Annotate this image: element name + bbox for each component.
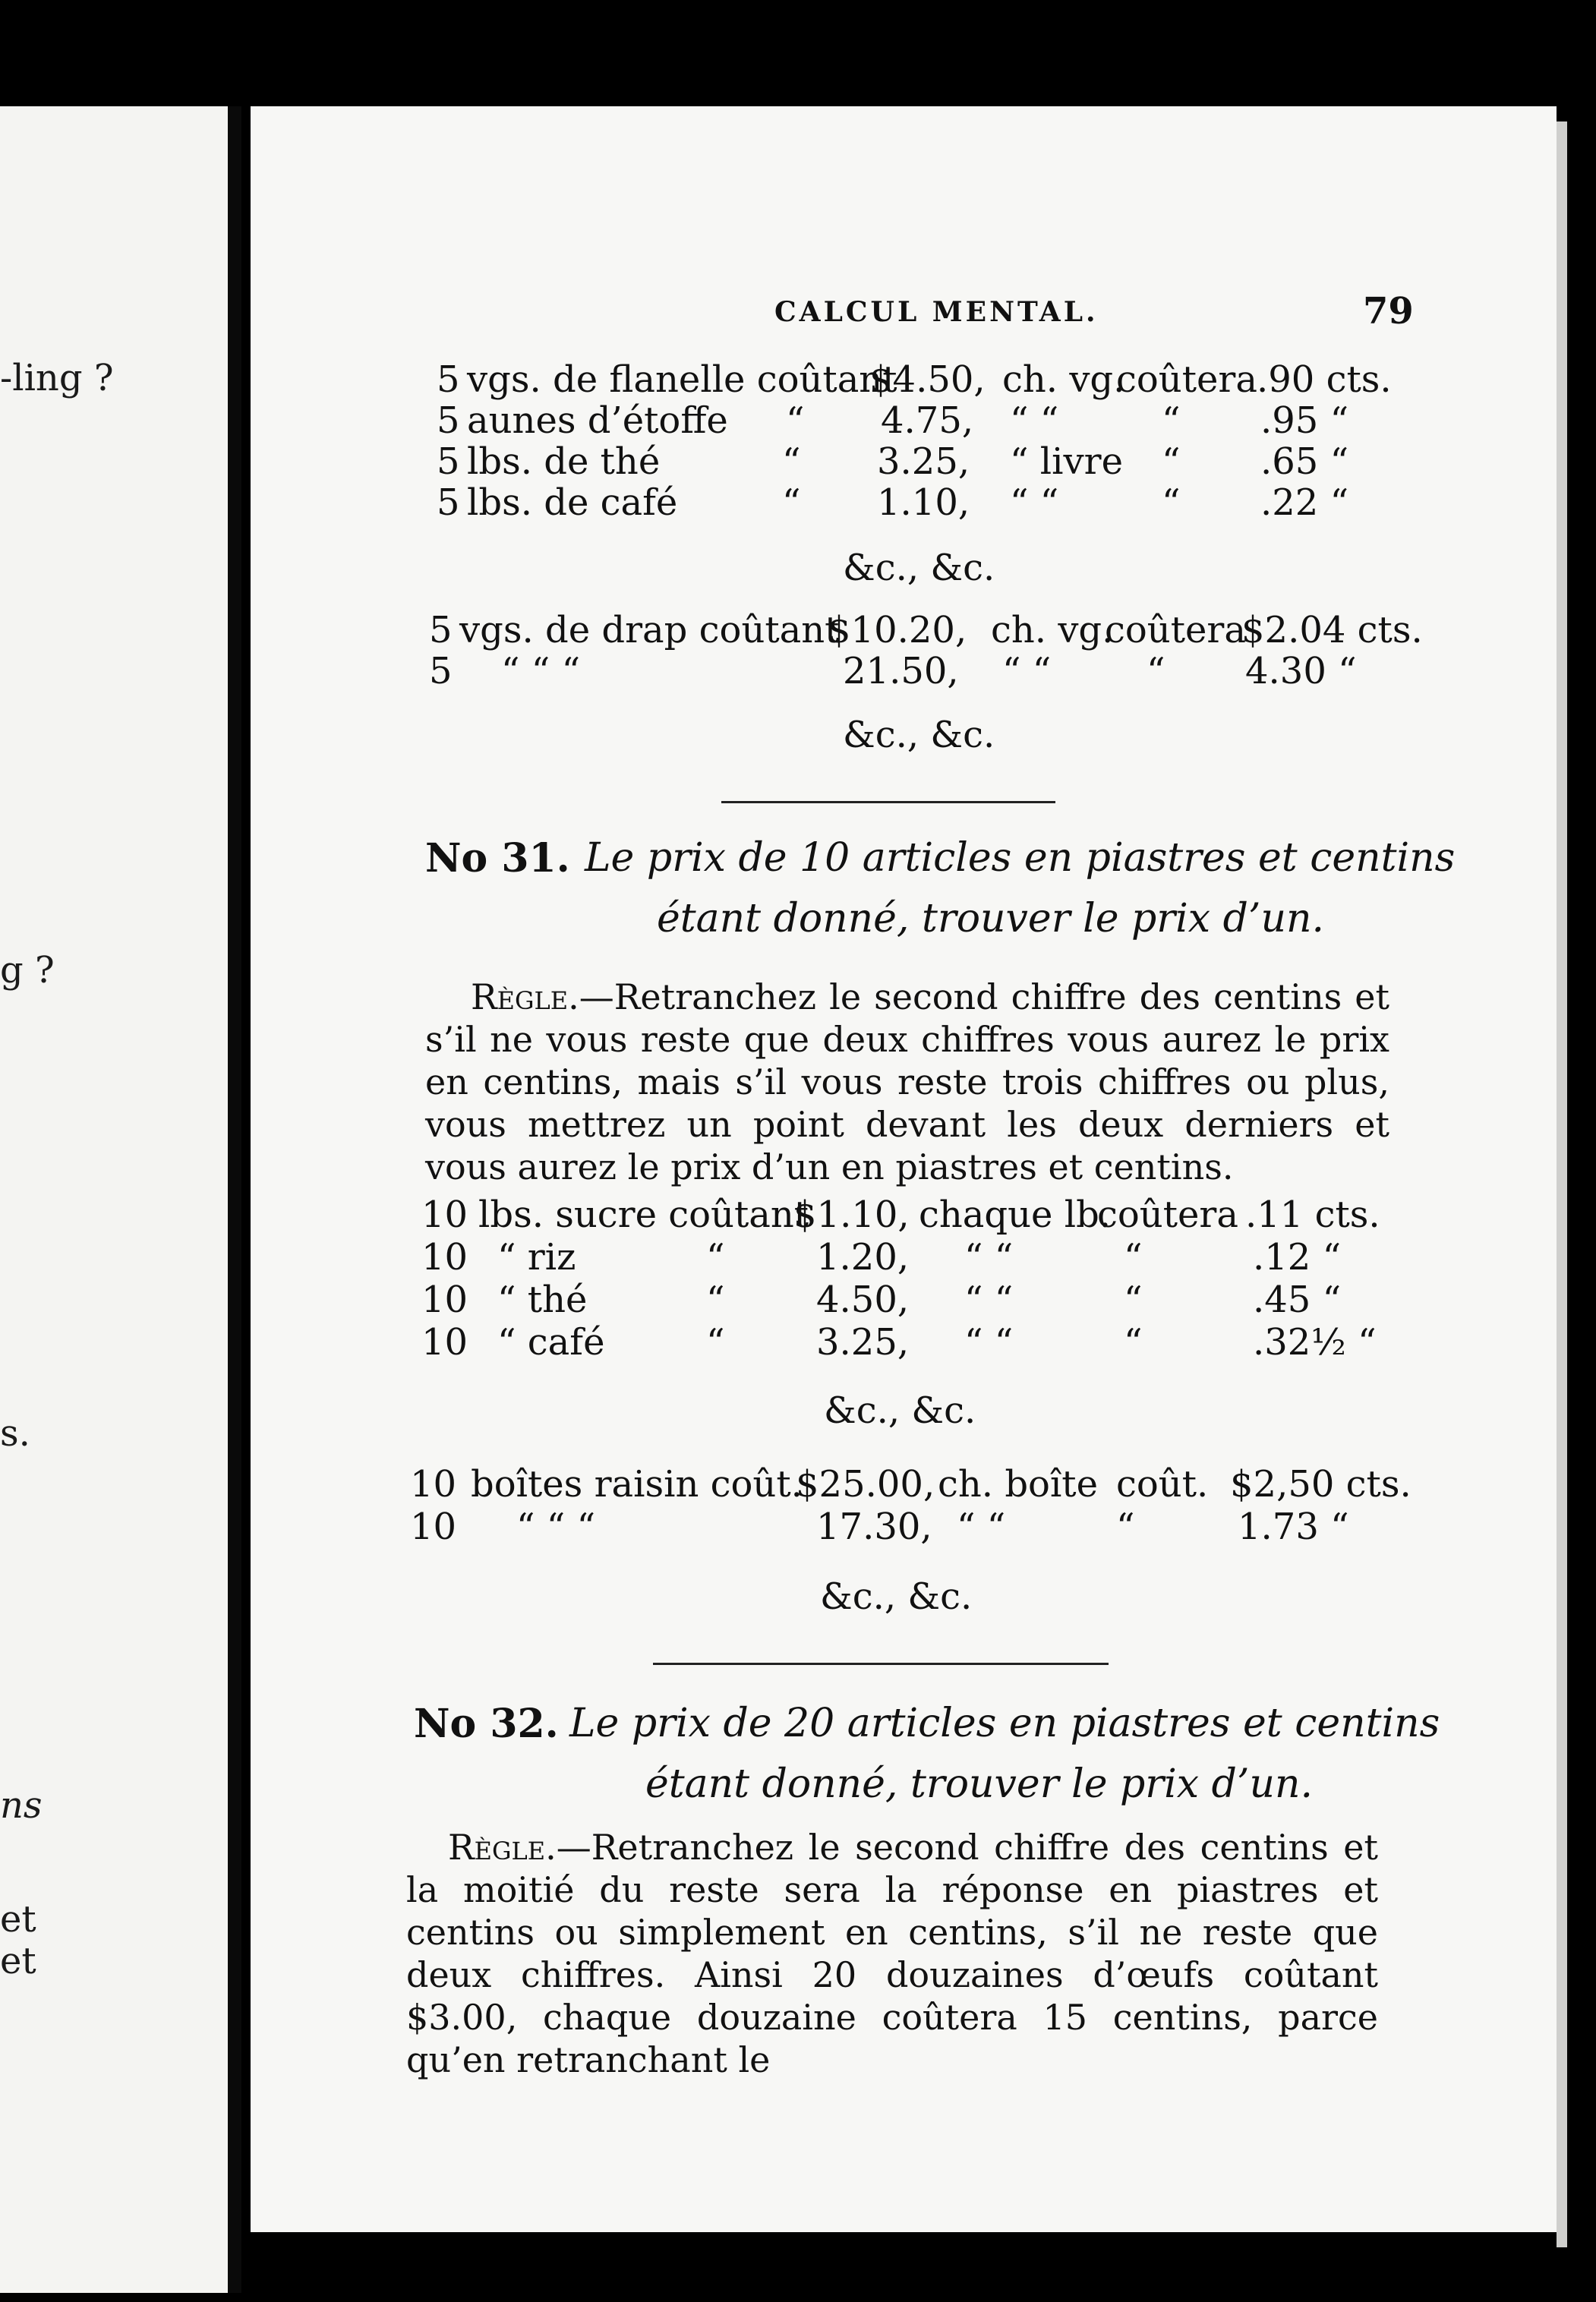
each: “ “ xyxy=(957,1506,1006,1548)
prev-page-fragment: et xyxy=(0,1898,36,1941)
qty: 5 xyxy=(437,358,460,401)
verb: “ xyxy=(1124,1236,1143,1279)
result: .32½ “ xyxy=(1253,1321,1377,1364)
ditto: “ xyxy=(706,1279,725,1321)
verb: “ xyxy=(1162,440,1181,483)
table-row xyxy=(251,1192,1557,1238)
price: 3.25, xyxy=(816,1321,910,1364)
item: vgs. de drap coûtant xyxy=(459,609,840,651)
each: “ “ xyxy=(1002,650,1052,692)
section-title-line2: étant donné, trouver le prix d’un. xyxy=(645,1761,1313,1807)
section-divider xyxy=(653,1663,1109,1665)
price: 4.50, xyxy=(816,1279,910,1321)
ditto: “ xyxy=(786,399,805,442)
each: ch. boîte xyxy=(938,1463,1098,1506)
price: 1.20, xyxy=(816,1236,910,1279)
qty: 5 xyxy=(429,650,453,692)
qty: 10 xyxy=(410,1506,457,1548)
table-row xyxy=(251,1320,1557,1365)
result: .45 “ xyxy=(1253,1279,1342,1321)
section-number: No 32. xyxy=(414,1701,559,1747)
result: .65 “ xyxy=(1260,440,1349,483)
section-32-rule xyxy=(406,1826,1378,2081)
prev-page-fragment: -ling ? xyxy=(0,357,114,399)
qty: 5 xyxy=(437,481,460,524)
result: .12 “ xyxy=(1253,1236,1342,1279)
verb: “ xyxy=(1162,399,1181,442)
verb: “ xyxy=(1116,1506,1135,1548)
each: “ “ xyxy=(964,1279,1014,1321)
result: .22 “ xyxy=(1260,481,1349,524)
table-row xyxy=(251,439,1557,484)
table-row xyxy=(251,607,1557,653)
etc-line: &c., &c. xyxy=(843,547,995,589)
result: $2,50 cts. xyxy=(1230,1463,1411,1506)
each: ch. vg. xyxy=(1002,358,1125,401)
item: “ “ “ xyxy=(501,650,581,692)
section-31-rule xyxy=(425,976,1389,1188)
qty: 10 xyxy=(410,1463,457,1506)
verb: “ xyxy=(1162,481,1181,524)
rule-lead: Règle. xyxy=(448,1827,557,1868)
item: “ riz xyxy=(497,1236,576,1279)
ditto: “ xyxy=(782,481,801,524)
price: $25.00, xyxy=(796,1463,935,1506)
rule-body: —Retranchez le second chiffre des centins et s’il ne vous reste que deux chiffres vous aurez le prix en centins, mais s’il vous reste trois chiffres ou plus, vous mettrez un point devant les deux derniers et vous aurez le prix d’un en piastres et centins. xyxy=(425,976,1389,1187)
each: “ “ xyxy=(1010,481,1059,524)
each: “ “ xyxy=(964,1321,1014,1364)
item: “ “ “ xyxy=(516,1506,596,1548)
ditto: “ xyxy=(706,1236,725,1279)
section-title-line2: étant donné, trouver le prix d’un. xyxy=(657,896,1324,941)
prev-page-fragment: g ? xyxy=(0,949,55,992)
prev-page-fragment: s. xyxy=(0,1412,30,1455)
qty: 10 xyxy=(421,1236,468,1279)
item: aunes d’étoffe xyxy=(467,399,728,442)
qty: 10 xyxy=(421,1279,468,1321)
result: .90 cts. xyxy=(1257,358,1392,401)
ditto: “ xyxy=(706,1321,725,1364)
previous-page xyxy=(0,106,235,2293)
price: 21.50, xyxy=(843,650,959,692)
verb: coût. xyxy=(1116,1463,1209,1506)
rule-body: —Retranchez le second chiffre des centins et la moitié du reste sera la réponse en piastres et centins ou simplement en centins, s’il ne reste que deux chiffres. Ainsi 20 douzaines d’œufs coûtant $3.00, chaque douzaine coûtera 15 centins, parce qu’en retranchant le xyxy=(406,1827,1378,2080)
each: ch. vg. xyxy=(991,609,1114,651)
item: “ thé xyxy=(497,1279,588,1321)
item: lbs. de café xyxy=(467,481,678,524)
book-spine xyxy=(228,106,241,2293)
item: boîtes raisin coût. xyxy=(471,1463,803,1506)
verb: coûtera xyxy=(1116,358,1257,401)
price: 3.25, xyxy=(877,440,970,483)
etc-line: &c., &c. xyxy=(824,1389,976,1432)
each: “ “ xyxy=(964,1236,1014,1279)
page-number: 79 xyxy=(1363,290,1414,333)
qty: 10 xyxy=(421,1194,468,1236)
verb: “ xyxy=(1147,650,1165,692)
table-row xyxy=(251,480,1557,525)
item: vgs. de flanelle coûtant xyxy=(467,358,897,401)
price: 17.30, xyxy=(816,1506,932,1548)
etc-line: &c., &c. xyxy=(820,1575,973,1618)
result: .11 cts. xyxy=(1245,1194,1380,1236)
price: $4.50, xyxy=(869,358,986,401)
verb: coûtera xyxy=(1097,1194,1238,1236)
price: $10.20, xyxy=(828,609,967,651)
table-row xyxy=(251,398,1557,443)
price: 1.10, xyxy=(877,481,970,524)
result: 4.30 “ xyxy=(1245,650,1357,692)
section-divider xyxy=(721,801,1055,803)
each: “ “ xyxy=(1010,399,1059,442)
result: $2.04 cts. xyxy=(1241,609,1423,651)
qty: 10 xyxy=(421,1321,468,1364)
verb: coûtera xyxy=(1105,609,1246,651)
item: lbs. de thé xyxy=(467,440,661,483)
table-row xyxy=(251,1462,1557,1507)
running-header xyxy=(251,290,1557,342)
section-title-line1: Le prix de 10 articles en piastres et centins xyxy=(585,835,1456,881)
each: chaque lb. xyxy=(919,1194,1112,1236)
table-row xyxy=(251,648,1557,694)
each: “ livre xyxy=(1010,440,1123,483)
result: .95 “ xyxy=(1260,399,1349,442)
qty: 5 xyxy=(437,399,460,442)
item: lbs. sucre coûtant xyxy=(478,1194,809,1236)
section-title-line1: Le prix de 20 articles en piastres et centins xyxy=(569,1701,1440,1746)
table-row xyxy=(251,1504,1557,1550)
book-page xyxy=(251,106,1557,2232)
verb: “ xyxy=(1124,1321,1143,1364)
price: $1.10, xyxy=(793,1194,910,1236)
section-number: No 31. xyxy=(425,835,570,881)
price: 4.75, xyxy=(881,399,974,442)
qty: 5 xyxy=(437,440,460,483)
verb: “ xyxy=(1124,1279,1143,1321)
qty: 5 xyxy=(429,609,453,651)
header-title: CALCUL MENTAL. xyxy=(774,296,1099,328)
table-row xyxy=(251,1235,1557,1280)
item: “ café xyxy=(497,1321,605,1364)
table-row xyxy=(251,357,1557,402)
rule-lead: Règle. xyxy=(471,976,579,1017)
result: 1.73 “ xyxy=(1238,1506,1349,1548)
page-edge xyxy=(1557,121,1567,2247)
table-row xyxy=(251,1277,1557,1323)
prev-page-fragment: ns xyxy=(0,1784,43,1827)
etc-line: &c., &c. xyxy=(843,714,995,756)
ditto: “ xyxy=(782,440,801,483)
prev-page-fragment: et xyxy=(0,1940,36,1982)
